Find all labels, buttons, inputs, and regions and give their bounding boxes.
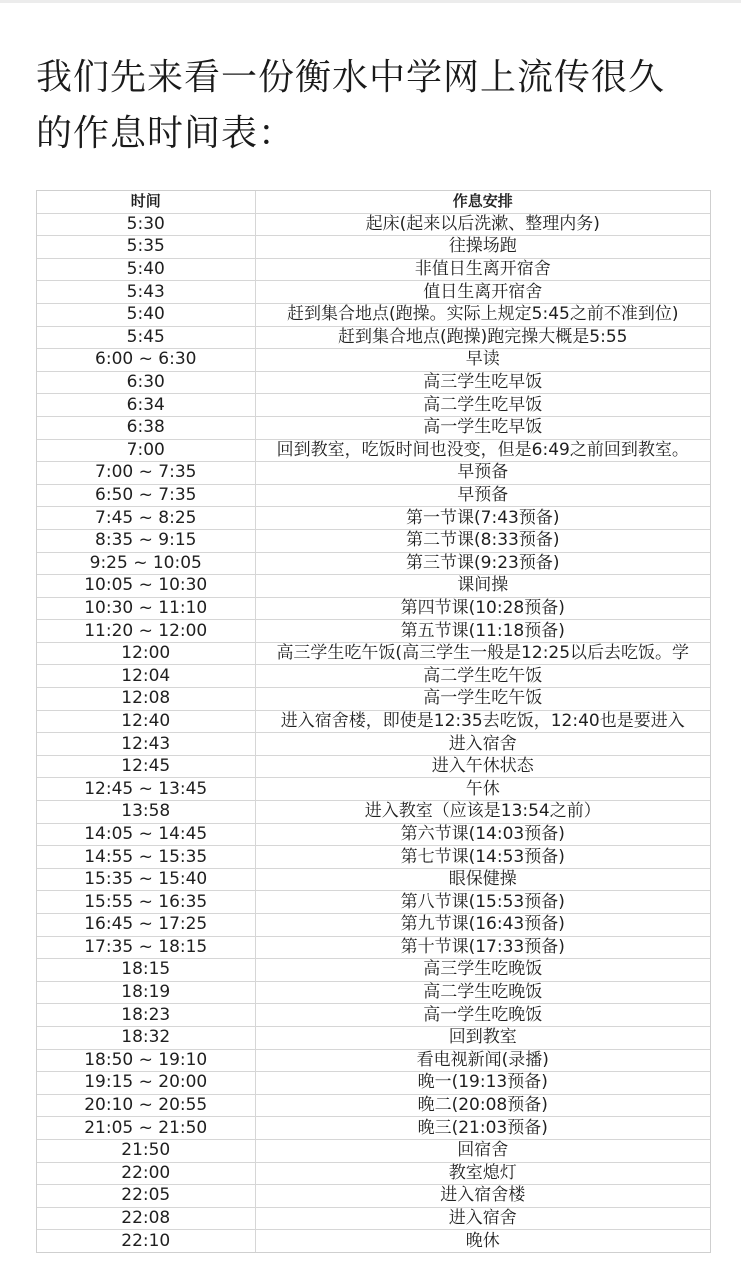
activity-cell: 回到教室，吃饭时间也没变，但是6:49之前回到教室。 [255,439,710,462]
time-cell: 22:00 [37,1162,255,1185]
time-cell: 9:25 ~ 10:05 [37,552,255,575]
time-cell: 5:40 [37,303,255,326]
activity-cell: 第五节课(11:18预备) [255,620,710,643]
activity-cell: 教室熄灯 [255,1162,710,1185]
table-row [37,733,710,756]
table-row [37,507,710,530]
table-row [37,326,710,349]
table-row [37,801,710,824]
time-cell: 5:45 [37,326,255,349]
time-cell: 12:40 [37,710,255,733]
table-row [37,281,710,304]
activity-cell: 早预备 [255,484,710,507]
activity-cell: 晚三(21:03预备) [255,1117,710,1140]
time-cell: 5:40 [37,258,255,281]
activity-cell: 进入宿舍 [255,733,710,756]
time-cell: 6:00 ~ 6:30 [37,349,255,372]
activity-cell: 第四节课(10:28预备) [255,597,710,620]
table-row [37,1162,710,1185]
activity-cell: 午休 [255,778,710,801]
activity-cell: 第九节课(16:43预备) [255,914,710,937]
table-row [37,552,710,575]
time-cell: 7:45 ~ 8:25 [37,507,255,530]
table-row [37,620,710,643]
activity-cell: 高二学生吃早饭 [255,394,710,417]
activity-cell: 晚二(20:08预备) [255,1094,710,1117]
activity-cell: 第七节课(14:53预备) [255,846,710,869]
table-row [37,1139,710,1162]
table-row [37,258,710,281]
time-cell: 15:35 ~ 15:40 [37,868,255,891]
table-row [37,688,710,711]
time-cell: 13:58 [37,801,255,824]
activity-cell: 进入宿舍 [255,1207,710,1230]
time-cell: 14:55 ~ 15:35 [37,846,255,869]
table-row [37,1094,710,1117]
activity-cell: 高一学生吃早饭 [255,416,710,439]
heading-line-2: 的作息时间表： [36,113,296,154]
activity-cell: 回到教室 [255,1026,710,1049]
activity-cell: 进入宿舍楼 [255,1185,710,1208]
activity-cell: 晚一(19:13预备) [255,1072,710,1095]
activity-cell: 赶到集合地点(跑操)跑完操大概是5:55 [255,326,710,349]
table-row [37,529,710,552]
schedule-table-image [36,190,711,1253]
time-cell: 22:05 [37,1185,255,1208]
time-cell: 22:10 [37,1230,255,1252]
time-cell: 21:50 [37,1139,255,1162]
table-row [37,597,710,620]
table-row [37,575,710,598]
time-cell: 6:30 [37,371,255,394]
table-row [37,1207,710,1230]
article-heading [36,50,716,162]
time-cell: 12:08 [37,688,255,711]
table-row [37,891,710,914]
activity-cell: 回宿舍 [255,1139,710,1162]
time-cell: 7:00 [37,439,255,462]
table-header-row [37,191,710,213]
activity-cell: 值日生离开宿舍 [255,281,710,304]
table-row [37,1072,710,1095]
top-divider [0,0,741,3]
time-cell: 5:43 [37,281,255,304]
time-cell: 11:20 ~ 12:00 [37,620,255,643]
column-header-time: 时间 [37,191,255,213]
time-cell: 12:00 [37,642,255,665]
schedule-table [37,191,710,1252]
time-cell: 7:00 ~ 7:35 [37,462,255,485]
activity-cell: 早读 [255,349,710,372]
time-cell: 12:43 [37,733,255,756]
time-cell: 17:35 ~ 18:15 [37,936,255,959]
time-cell: 6:50 ~ 7:35 [37,484,255,507]
time-cell: 6:38 [37,416,255,439]
activity-cell: 高二学生吃晚饭 [255,981,710,1004]
table-row [37,1049,710,1072]
activity-cell: 晚休 [465,1230,500,1251]
time-cell: 18:19 [37,981,255,1004]
table-row [37,959,710,982]
time-cell: 20:10 ~ 20:55 [37,1094,255,1117]
time-cell: 12:45 [37,755,255,778]
activity-cell: 进入教室（应该是13:54之前） [255,801,710,824]
activity-cell: 第二节课(8:33预备) [255,529,710,552]
time-cell: 21:05 ~ 21:50 [37,1117,255,1140]
table-row [37,1117,710,1140]
table-row [37,665,710,688]
activity-cell: 高一学生吃午饭 [255,688,710,711]
table-row [37,710,710,733]
table-row [37,981,710,1004]
table-row [37,936,710,959]
time-cell: 16:45 ~ 17:25 [37,914,255,937]
time-cell: 6:34 [37,394,255,417]
table-row [37,1185,710,1208]
time-cell: 18:15 [37,959,255,982]
activity-cell: 高二学生吃午饭 [255,665,710,688]
time-cell: 5:30 [37,213,255,236]
activity-cell: 起床(起来以后洗漱、整理内务) [255,213,710,236]
time-cell: 12:04 [37,665,255,688]
time-cell: 18:23 [37,1004,255,1027]
time-cell: 5:35 [37,236,255,259]
time-cell: 19:15 ~ 20:00 [37,1072,255,1095]
table-row [37,778,710,801]
table-row [37,462,710,485]
table-row [37,1230,710,1252]
table-row [37,642,710,665]
activity-cell: 第三节课(9:23预备) [255,552,710,575]
table-row [37,484,710,507]
table-row [37,823,710,846]
table-row [37,303,710,326]
activity-cell: 高三学生吃晚饭 [255,959,710,982]
table-row [37,349,710,372]
time-cell: 18:32 [37,1026,255,1049]
activity-cell: 进入午休状态 [255,755,710,778]
activity-cell: 第十节课(17:33预备) [255,936,710,959]
time-cell: 15:55 ~ 16:35 [37,891,255,914]
time-cell: 10:05 ~ 10:30 [37,575,255,598]
time-cell: 10:30 ~ 11:10 [37,597,255,620]
activity-cell: 高三学生吃早饭 [255,371,710,394]
table-body [37,213,710,1252]
time-cell: 12:45 ~ 13:45 [37,778,255,801]
time-cell: 18:50 ~ 19:10 [37,1049,255,1072]
table-row [37,1026,710,1049]
table-row [37,868,710,891]
time-cell: 14:05 ~ 14:45 [37,823,255,846]
activity-cell: 课间操 [255,575,710,598]
table-row [37,846,710,869]
activity-cell: 往操场跑 [255,236,710,259]
activity-cell: 看电视新闻(录播) [255,1049,710,1072]
activity-cell: 进入宿舍楼，即使是12:35去吃饭，12:40也是要进入 [255,710,710,733]
table-row [37,394,710,417]
table-row [37,213,710,236]
activity-cell: 眼保健操 [255,868,710,891]
activity-cell: 第八节课(15:53预备) [255,891,710,914]
activity-cell: 高三学生吃午饭(高三学生一般是12:25以后去吃饭。学 [255,642,710,665]
table-row [37,914,710,937]
table-row [37,371,710,394]
table-row [37,755,710,778]
activity-cell: 早预备 [255,462,710,485]
table-row [37,439,710,462]
activity-cell: 赶到集合地点(跑操。实际上规定5:45之前不准到位) [255,303,710,326]
heading-line-1: 我们先来看一份衡水中学网上流传很久 [36,57,666,98]
activity-cell: 非值日生离开宿舍 [255,258,710,281]
time-cell: 22:08 [37,1207,255,1230]
column-header-activity: 作息安排 [255,191,710,213]
table-row [37,416,710,439]
time-cell: 8:35 ~ 9:15 [37,529,255,552]
activity-cell: 高一学生吃晚饭 [255,1004,710,1027]
table-row [37,1004,710,1027]
activity-cell: 第一节课(7:43预备) [255,507,710,530]
activity-cell: 第六节课(14:03预备) [255,823,710,846]
table-row [37,236,710,259]
